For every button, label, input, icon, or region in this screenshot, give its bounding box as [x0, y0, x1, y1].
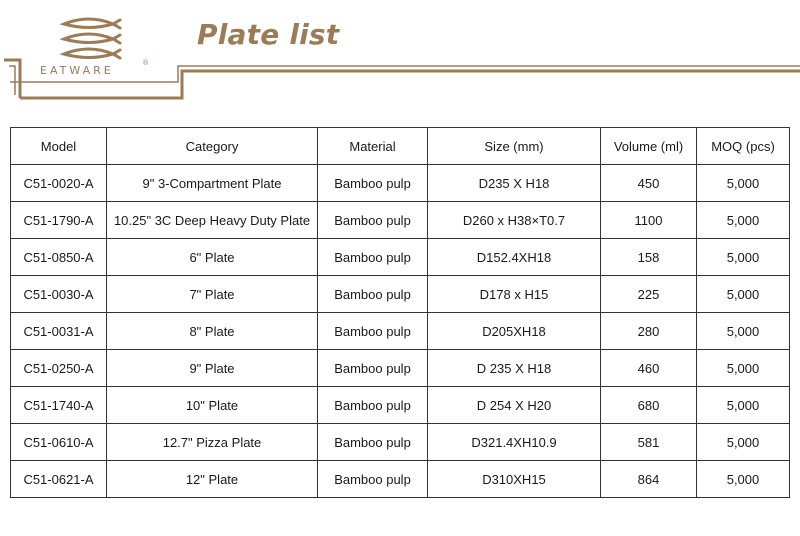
cell-moq: 5,000: [697, 202, 790, 239]
table-row: [11, 313, 790, 350]
cell-moq: 5,000: [697, 313, 790, 350]
cell-volume: 864: [601, 461, 697, 498]
cell-size: D260 x H38×T0.7: [428, 202, 601, 239]
cell-category: 10" Plate: [107, 387, 318, 424]
table-row: [11, 276, 790, 313]
registered-mark: ®: [143, 60, 149, 67]
cell-size: D235 X H18: [428, 165, 601, 202]
cell-volume: 280: [601, 313, 697, 350]
page-title: Plate list: [197, 18, 340, 51]
cell-moq: 5,000: [697, 165, 790, 202]
table-header-row: [11, 128, 790, 165]
cell-model: C51-0250-A: [11, 350, 107, 387]
cell-category: 8" Plate: [107, 313, 318, 350]
cell-size: D321.4XH10.9: [428, 424, 601, 461]
cell-model: C51-0020-A: [11, 165, 107, 202]
table-row: [11, 387, 790, 424]
cell-model: C51-0031-A: [11, 313, 107, 350]
cell-model: C51-0850-A: [11, 239, 107, 276]
cell-volume: 680: [601, 387, 697, 424]
plate-table: [10, 127, 790, 498]
cell-moq: 5,000: [697, 350, 790, 387]
plate-table-container: [10, 127, 790, 498]
cell-size: D310XH15: [428, 461, 601, 498]
column-header-category: Category: [107, 128, 318, 165]
cell-material: Bamboo pulp: [318, 424, 428, 461]
cell-category: 9" Plate: [107, 350, 318, 387]
cell-size: D178 x H15: [428, 276, 601, 313]
cell-model: C51-1790-A: [11, 202, 107, 239]
fish-icon: [64, 19, 120, 58]
cell-volume: 581: [601, 424, 697, 461]
cell-size: D 235 X H18: [428, 350, 601, 387]
cell-model: C51-0610-A: [11, 424, 107, 461]
table-row: [11, 165, 790, 202]
eatware-logo-graphic: [0, 0, 800, 100]
header-frame-lines: [4, 60, 800, 98]
cell-category: 12.7" Pizza Plate: [107, 424, 318, 461]
cell-volume: 450: [601, 165, 697, 202]
cell-material: Bamboo pulp: [318, 165, 428, 202]
cell-material: Bamboo pulp: [318, 239, 428, 276]
cell-category: 10.25" 3C Deep Heavy Duty Plate: [107, 202, 318, 239]
cell-moq: 5,000: [697, 276, 790, 313]
page-header: [0, 0, 800, 100]
column-header-moq: MOQ (pcs): [697, 128, 790, 165]
column-header-size: Size (mm): [428, 128, 601, 165]
brand-name: EATWARE: [40, 64, 114, 77]
cell-volume: 158: [601, 239, 697, 276]
cell-material: Bamboo pulp: [318, 461, 428, 498]
cell-material: Bamboo pulp: [318, 313, 428, 350]
column-header-material: Material: [318, 128, 428, 165]
cell-category: 6" Plate: [107, 239, 318, 276]
cell-size: D 254 X H20: [428, 387, 601, 424]
cell-moq: 5,000: [697, 239, 790, 276]
cell-category: 9" 3-Compartment Plate: [107, 165, 318, 202]
cell-moq: 5,000: [697, 461, 790, 498]
table-row: [11, 239, 790, 276]
table-row: [11, 424, 790, 461]
cell-size: D205XH18: [428, 313, 601, 350]
cell-model: C51-0621-A: [11, 461, 107, 498]
cell-model: C51-0030-A: [11, 276, 107, 313]
cell-material: Bamboo pulp: [318, 276, 428, 313]
cell-model: C51-1740-A: [11, 387, 107, 424]
cell-moq: 5,000: [697, 424, 790, 461]
cell-material: Bamboo pulp: [318, 387, 428, 424]
cell-volume: 460: [601, 350, 697, 387]
column-header-volume: Volume (ml): [601, 128, 697, 165]
cell-category: 7" Plate: [107, 276, 318, 313]
cell-size: D152.4XH18: [428, 239, 601, 276]
cell-category: 12" Plate: [107, 461, 318, 498]
cell-volume: 225: [601, 276, 697, 313]
column-header-model: Model: [11, 128, 107, 165]
cell-volume: 1100: [601, 202, 697, 239]
table-row: [11, 350, 790, 387]
cell-material: Bamboo pulp: [318, 202, 428, 239]
cell-material: Bamboo pulp: [318, 350, 428, 387]
table-row: [11, 461, 790, 498]
cell-moq: 5,000: [697, 387, 790, 424]
table-row: [11, 202, 790, 239]
